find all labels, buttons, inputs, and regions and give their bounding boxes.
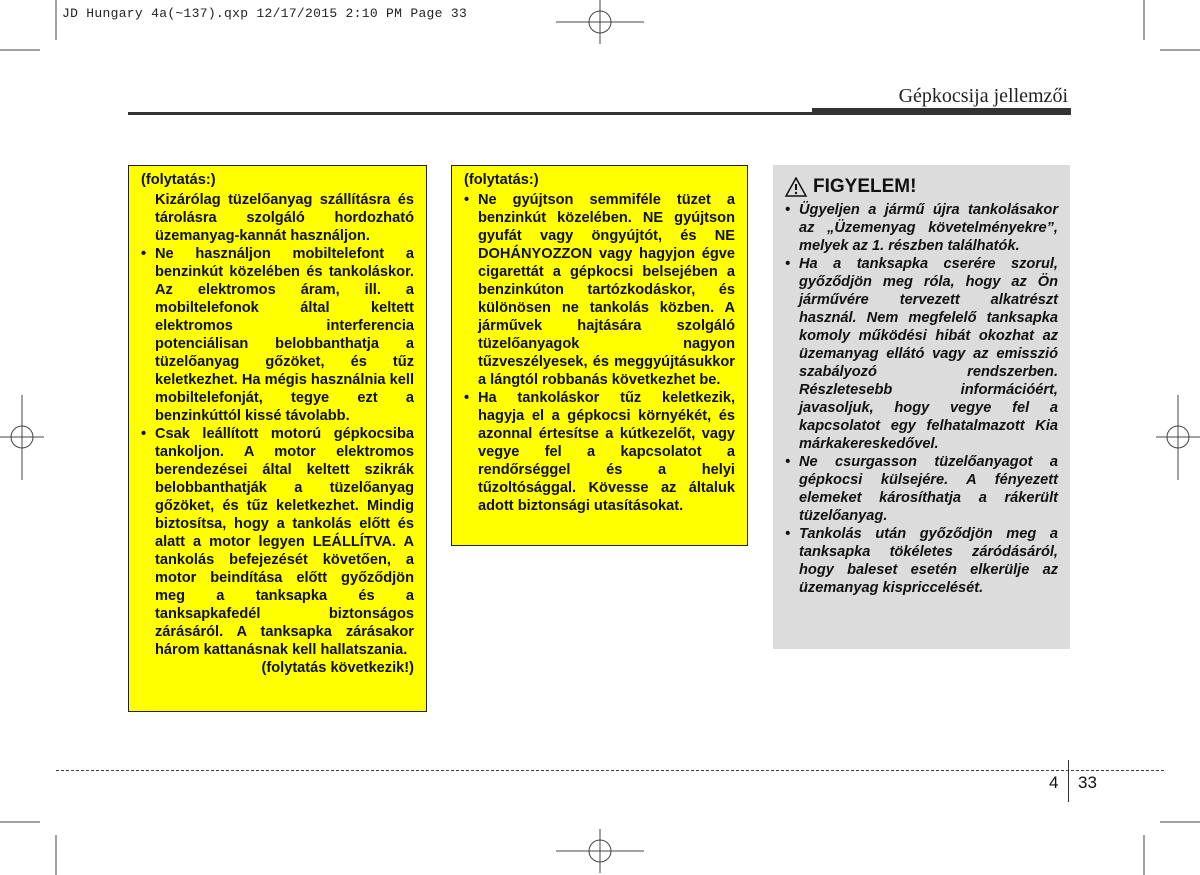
footer-dashed-rule bbox=[56, 770, 1164, 771]
warning-triangle-icon bbox=[785, 177, 807, 197]
section-title: Gépkocsija jellemzői bbox=[898, 85, 1068, 107]
caution-list-left bbox=[141, 245, 414, 659]
list-item: • Csak leállított motorú gépkocsiba tankoljon. A motor elektromos berendezései által keltett szikrák belobbanthatják a tüzelőanyag gőzöket, és tűz keletkezhet. Mindig biztosítsa, hogy a tankolás előtt és alatt a motor legyen LEÁLLÍTVA. A tankolás befejezését követően, a motor beindítása előtt győződjön meg a tanksapka és a tanksapkafedél biztonságos zárásáról. A tanksapka zárásakor három kattanásnak kell hallatszania. bbox=[141, 425, 414, 659]
page-number-divider bbox=[1068, 760, 1069, 802]
continued-next-label: (folytatás következik!) bbox=[261, 660, 414, 676]
registration-mark-left bbox=[0, 395, 44, 480]
warning-list bbox=[785, 201, 1058, 597]
continued-label: (folytatás:) bbox=[464, 172, 539, 188]
list-item: • Tankolás után győződjön meg a tanksapka tökéletes záródásáról, hogy baleset esetén elkerülje az üzemanyag kispriccelését. bbox=[785, 525, 1058, 597]
caution-box-left bbox=[128, 165, 427, 712]
list-item: • Ügyeljen a jármű újra tankolásakor az „Üzemenyag követelményekre”, melyek az 1. részben találhatók. bbox=[785, 201, 1058, 255]
warning-heading bbox=[785, 177, 1058, 197]
list-item: • Ha a tanksapka cserére szorul, győződjön meg róla, hogy az Ön járművére tervezett alkatrészt használ. Nem megfelelő tanksapka komoly működési hibát okozhat az üzemanyag ellátó vagy az emisszió szabályozó rendszerben. Részletesebb információért, javasoljuk, hogy vegye fel a kapcsolatot egy felhatalmazott Kia márkakereskedővel. bbox=[785, 255, 1058, 453]
page-number: 33 bbox=[1078, 773, 1097, 792]
chapter-number: 4 bbox=[1049, 773, 1059, 792]
registration-mark-top bbox=[556, 0, 644, 44]
warning-box bbox=[773, 165, 1070, 649]
header-rule-accent bbox=[812, 108, 1071, 115]
continued-label: (folytatás:) bbox=[141, 172, 216, 188]
warning-title: FIGYELEM! bbox=[813, 176, 917, 197]
list-item: • Ne csurgasson tüzelőanyagot a gépkocsi külsejére. A fényezett elemeket károsíthatja a rákerült tüzelőanyag. bbox=[785, 453, 1058, 525]
caution-intro-text: Kizárólag tüzelőanyag szállításra és tárolásra szolgáló hordozható üzemanyag-kannát használjon. bbox=[155, 192, 414, 244]
caution-list-middle bbox=[464, 191, 735, 515]
caution-box-middle bbox=[451, 165, 748, 546]
registration-mark-right bbox=[1156, 395, 1200, 480]
print-slug: JD Hungary 4a(~137).qxp 12/17/2015 2:10 PM Page 33 bbox=[62, 6, 468, 21]
list-item: • Ha tankoláskor tűz keletkezik, hagyja el a gépkocsi környékét, és azonnal értesítse a kútkezelőt, vagy vegye fel a kapcsolatot a rendőrséggel és a helyi tűzoltósággal. Kövesse az általuk adott biztonsági utasításokat. bbox=[464, 389, 735, 515]
list-item: • Ne használjon mobiltelefont a benzinkút közelében és tankoláskor. Az elektromos áram, ill. a mobiltelefonok által keltett elektromos interferencia potenciálisan belobbanthatja a tüzelőanyag gőzöket, és tűz keletkezhet. Ha mégis használnia kell mobiltelefonját, tegye ezt a benzinkúttól kissé távolabb. bbox=[141, 245, 414, 425]
list-item: • Ne gyújtson semmiféle tüzet a benzinkút közelében. NE gyújtson gyufát vagy öngyújtót, és NE DOHÁNYOZZON vagy hagyjon égve cigarettát a gépkocsi belsejében a benzinkúton tartózkodáskor, és különösen ne tankolás közben. A járművek hajtására szolgáló tüzelőanyagok nagyon tűzveszélyesek, és meggyújtásukkor a lángtól robbanás következhet be. bbox=[464, 191, 735, 389]
registration-mark-bottom bbox=[556, 829, 644, 873]
